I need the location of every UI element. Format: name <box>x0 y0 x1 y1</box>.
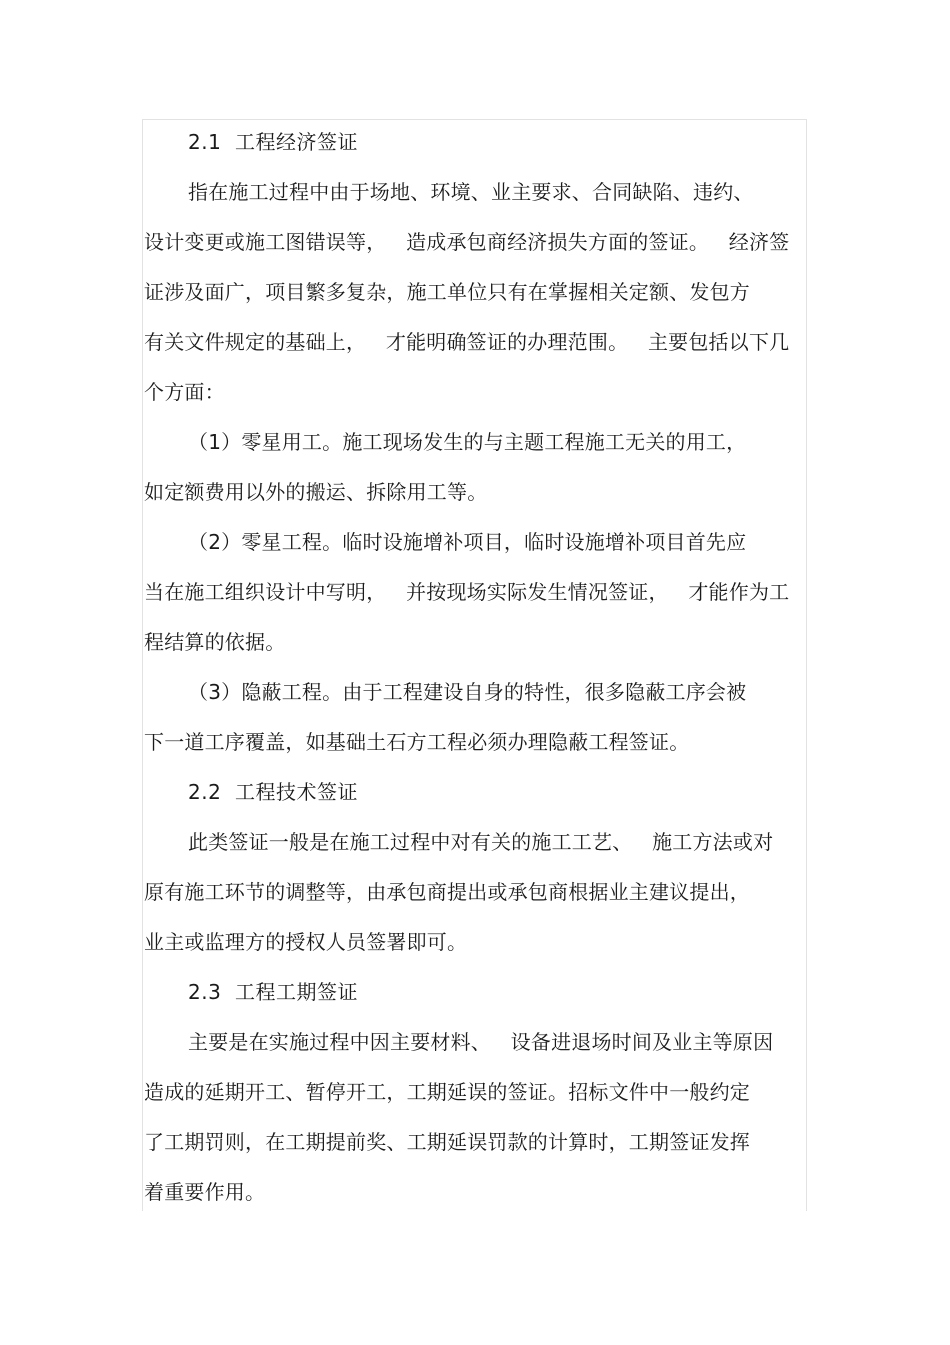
paragraph-line: 主要是在实施过程中因主要材料、 设备进退场时间及业主等原因 <box>188 1030 774 1054</box>
list-item-1: （1）零星用工。施工现场发生的与主题工程施工无关的用工， <box>188 430 747 454</box>
paragraph-line: 如定额费用以外的搬运、拆除用工等。 <box>144 480 488 504</box>
paragraph-line: 设计变更或施工图错误等， 造成承包商经济损失方面的签证。 经济签 <box>144 230 790 254</box>
paragraph-line: 此类签证一般是在施工过程中对有关的施工工艺、 施工方法或对 <box>188 830 774 854</box>
paragraph-line: 了工期罚则，在工期提前奖、工期延误罚款的计算时，工期签证发挥 <box>144 1130 750 1154</box>
paragraph-line: 造成的延期开工、暂停开工，工期延误的签证。招标文件中一般约定 <box>144 1080 750 1104</box>
list-item-2: （2）零星工程。临时设施增补项目，临时设施增补项目首先应 <box>188 530 747 554</box>
paragraph-line: 业主或监理方的授权人员签署即可。 <box>144 930 468 954</box>
paragraph-line: 程结算的依据。 <box>144 630 286 654</box>
paragraph-line: 个方面： <box>144 380 225 404</box>
paragraph-line: 当在施工组织设计中写明， 并按现场实际发生情况签证， 才能作为工 <box>144 580 790 604</box>
paragraph-line: 指在施工过程中由于场地、环境、业主要求、合同缺陷、违约、 <box>188 180 754 204</box>
paragraph-line: 有关文件规定的基础上， 才能明确签证的办理范围。 主要包括以下几 <box>144 330 790 354</box>
section-heading-2-2: 2.2 工程技术签证 <box>188 780 359 804</box>
paragraph-line: 证涉及面广，项目繁多复杂，施工单位只有在掌握相关定额、发包方 <box>144 280 750 304</box>
section-heading-2-1: 2.1 工程经济签证 <box>188 130 359 154</box>
paragraph-line: 着重要作用。 <box>144 1180 266 1204</box>
list-item-3: （3）隐蔽工程。由于工程建设自身的特性，很多隐蔽工序会被 <box>188 680 747 704</box>
section-heading-2-3: 2.3 工程工期签证 <box>188 980 359 1004</box>
paragraph-line: 原有施工环节的调整等，由承包商提出或承包商根据业主建议提出， <box>144 880 750 904</box>
paragraph-line: 下一道工序覆盖，如基础土石方工程必须办理隐蔽工程签证。 <box>144 730 690 754</box>
